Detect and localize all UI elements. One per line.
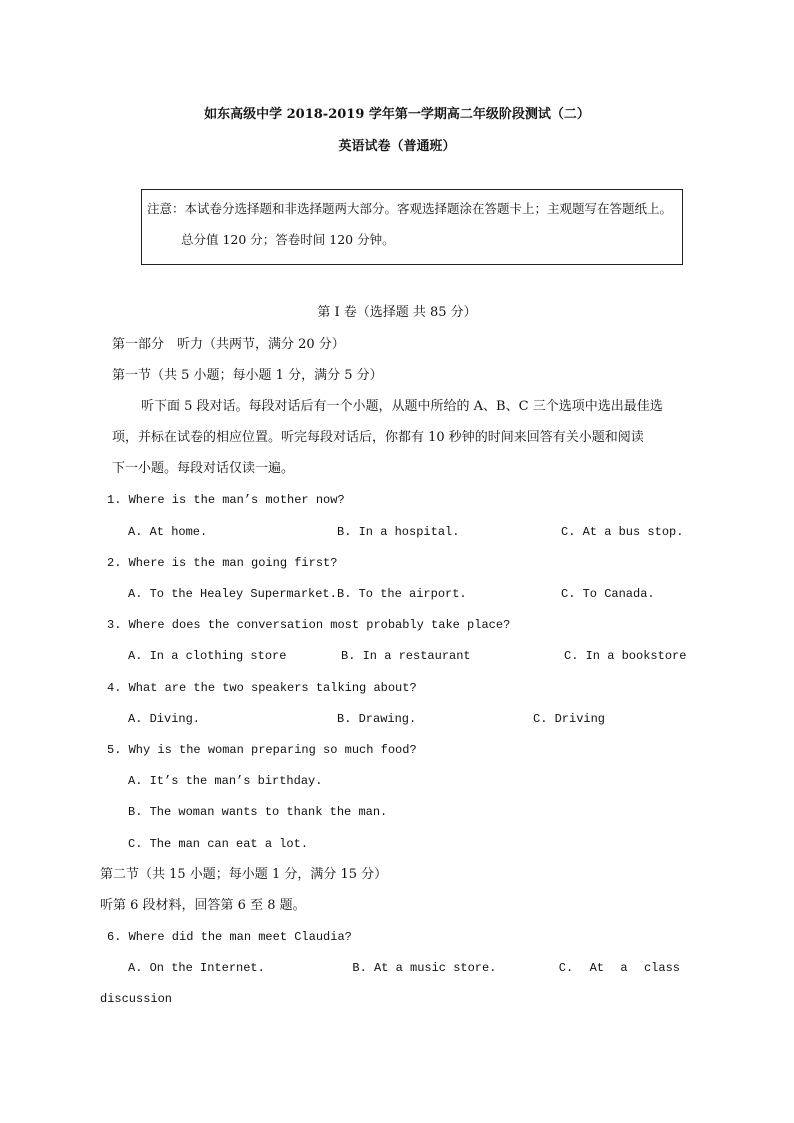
question-3-option-b: B. In a restaurant	[341, 649, 471, 663]
section1-heading: 第一节（共 5 小题；每小题 1 分，满分 5 分）	[112, 368, 383, 383]
question-4-stem: 4. What are the two speakers talking about?	[107, 681, 417, 695]
question-3-option-a: A. In a clothing store	[128, 649, 287, 663]
section2-heading: 第二节（共 15 小题；每小题 1 分，满分 15 分）	[100, 867, 388, 882]
question-6-option-c-letter: C.	[558, 961, 574, 975]
question-4-option-c: C. Driving	[533, 712, 606, 726]
question-1-stem: 1. Where is the man’s mother now?	[107, 493, 345, 507]
question-6-option-c-word-3: class	[643, 961, 680, 975]
notice-box	[141, 189, 683, 265]
exam-title: 如东高级中学 2018-2019 学年第一学期高二年级阶段测试（二）	[204, 107, 590, 122]
question-4-option-b: B. Drawing.	[337, 712, 417, 726]
question-4-option-a: A. Diving.	[128, 712, 201, 726]
section2-material: 听第 6 段材料，回答第 6 至 8 题。	[100, 898, 306, 913]
notice-line-2: 总分值 120 分；答卷时间 120 分钟。	[181, 232, 395, 247]
question-6-options	[128, 959, 680, 977]
question-2-option-c: C. To Canada.	[561, 587, 655, 601]
question-2-option-a: A. To the Healey Supermarket.	[128, 587, 337, 601]
question-6-option-b: B. At a music store.	[352, 961, 497, 975]
question-5-option-a: A. It’s the man’s birthday.	[128, 774, 323, 788]
instruction-line-2: 项，并标在试卷的相应位置。听完每段对话后，你都有 10 秒钟的时间来回答有关小题和阅读	[112, 430, 644, 445]
exam-subtitle: 英语试卷（普通班）	[338, 139, 456, 154]
instruction-line-3: 下一小题。每段对话仅读一遍。	[112, 461, 295, 476]
question-6-option-c-continuation: discussion	[100, 992, 173, 1006]
question-6-option-c-word-2: a	[620, 961, 628, 975]
question-2-stem: 2. Where is the man going first?	[107, 556, 338, 570]
question-6-option-a: A. On the Internet.	[128, 961, 265, 975]
question-5-stem: 5. Why is the woman preparing so much food?	[107, 743, 417, 757]
part1-heading: 第一部分 听力（共两节，满分 20 分）	[112, 337, 345, 352]
question-3-stem: 3. Where does the conversation most probably take place?	[107, 618, 511, 632]
question-5-option-c: C. The man can eat a lot.	[128, 837, 309, 851]
question-2-option-b: B. To the airport.	[337, 587, 467, 601]
question-6-option-c-word-1: At	[589, 961, 604, 975]
instruction-line-1: 听下面 5 段对话。每段对话后有一个小题，从题中所给的 A、B、C 三个选项中选出最佳选	[141, 399, 663, 414]
question-6-stem: 6. Where did the man meet Claudia?	[107, 930, 352, 944]
question-1-option-a: A. At home.	[128, 525, 208, 539]
question-5-option-b: B. The woman wants to thank the man.	[128, 805, 388, 819]
volume-title: 第 I 卷（选择题 共 85 分）	[317, 305, 477, 320]
question-1-option-b: B. In a hospital.	[337, 525, 460, 539]
question-1-option-c: C. At a bus stop.	[561, 525, 684, 539]
notice-line-1: 注意：本试卷分选择题和非选择题两大部分。客观选择题涂在答题卡上；主观题写在答题纸上。	[147, 201, 673, 216]
question-3-option-c: C. In a bookstore	[564, 649, 687, 663]
